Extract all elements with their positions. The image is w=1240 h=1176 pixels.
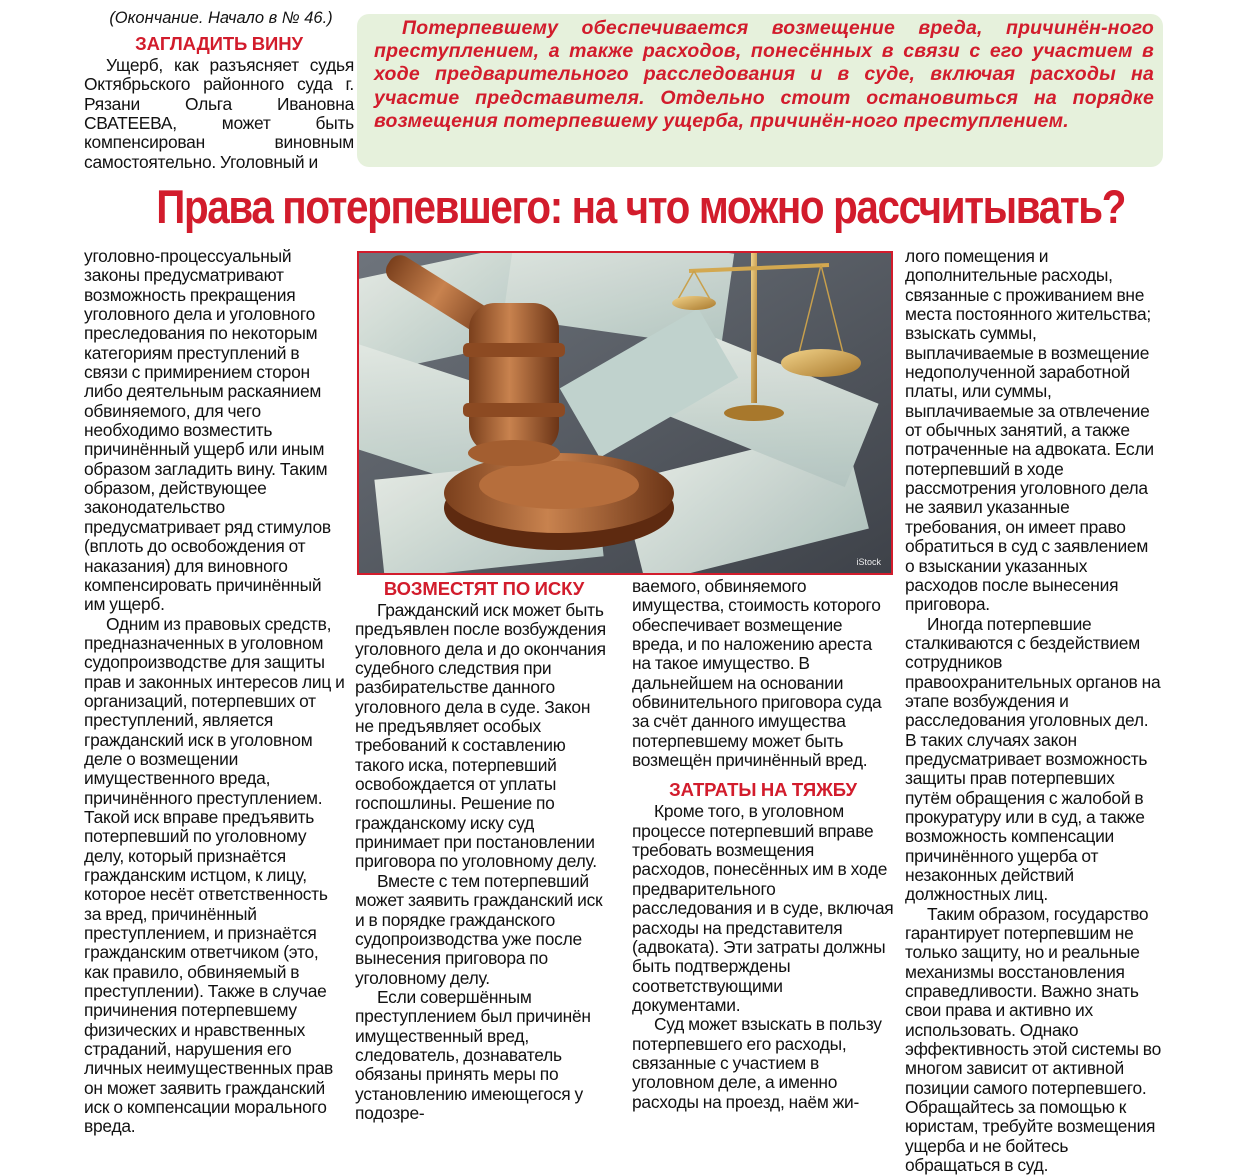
photo-credit: iStock: [856, 557, 881, 567]
continuation-note: (Окончание. Начало в № 46.): [109, 9, 333, 27]
gavel-illustration: [359, 253, 891, 573]
gavel-money-photo: [357, 251, 893, 575]
paragraph: Гражданский иск может быть предъявлен после возбуждения уголовного дела и до окончания судебного следствия при разбирательстве данного уголовного дела в суде. Закон не предъявляет особых требований к составлению такого иска, потерпевший освобождается от уплаты госпошлины. Решение по гражданскому иску суд принимает при постановлении приговора по уголовному делу.: [355, 600, 606, 872]
paragraph: лого помещения и дополнительные расходы, связанные с проживанием вне места постоянного жительства; взыскать суммы, выплачиваемые в возмещение недополученной заработной платы, или суммы, выплачиваемые за отвлечение от обычных занятий, а также потраченные на адвоката. Если потерпевший в ходе рассмотрения уголовного дела не заявил указанные требования, он имеет право обратиться в суд с заявлением о взыскании указанных расходов после вынесения приговора.: [905, 246, 1154, 615]
column-2: [355, 578, 613, 1123]
subheading-vozmestyat-po-isku: ВОЗМЕСТЯТ ПО ИСКУ: [383, 578, 585, 599]
paragraph: Ущерб, как разъясняет судья Октябрьского районного суда г. Рязани Ольга Ивановна СВАТЕЕВА, может быть компенсирован виновным самостоятельно. Уголовный и: [84, 55, 354, 172]
paragraph: Таким образом, государство гарантирует потерпевшим не только защиту, но и реальные механизмы восстановления справедливости. Важно знать свои права и активно их использовать. Однако эффективность этой системы во многом зависит от активной позиции самого потерпевшего. Обращайтесь за помощью к юристам, требуйте возмещения ущерба и не бойтесь обращаться в суд.: [905, 903, 1161, 1176]
intro-lead: Потерпевшему обеспечивается возмещение вреда, причинён-ного преступлением, а также расходов, понесённых в связи с его участием в ходе предварительного расследования и в суде, включая расходы на участие представителя. Отдельно стоит остановиться на порядке возмещения потерпевшему ущерба, причинён-ного преступлением.: [374, 17, 1154, 132]
paragraph: Суд может взыскать в пользу потерпевшего его расходы, связанные с участием в уголовном деле, а именно расходы на проезд, наём жи-: [632, 1014, 882, 1112]
paragraph: ваемого, обвиняемого имущества, стоимость которого обеспечивает возмещение вреда, и по наложению ареста на такое имущество. В дальнейшем на основании обвинительного приговора суда за счёт данного имущества потерпевшему может быть возмещён причинённый вред.: [632, 576, 882, 771]
subheading-zatraty-na-tyazhbu: ЗАТРАТЫ НА ТЯЖБУ: [669, 779, 857, 801]
column-3: [632, 577, 894, 1112]
paragraph: Иногда потерпевшие сталкиваются с бездействием сотрудников правоохранительных органов на этапе возбуждения и расследования уголовных дел. В таких случаях закон предусматривает возможность защиты прав потерпевших путём обращения с жалобой в прокуратуру или в суд, а также возможность компенсации причинённого ущерба от незаконных действий должностных лиц.: [905, 613, 1161, 905]
paragraph: Вместе с тем потерпевший может заявить гражданский иск и в порядке гражданского судопроизводства уже после вынесения приговора по уголовному делу.: [355, 870, 603, 988]
column-4: [905, 247, 1161, 1176]
subheading-zagladit-vinu: ЗАГЛАДИТЬ ВИНУ: [135, 33, 303, 54]
paragraph: уголовно-процессуальный законы предусматривают возможность прекращения уголовного дела и уголовного преследования по некоторым категориям преступлений в связи с примирением сторон либо деятельным раскаянием обвиняемого, для чего необходимо возместить причинённый ущерб или иным образом загладить вину. Таким образом, действующее законодательство предусматривает ряд стимулов (вплоть до освобождения от наказания) для виновного компенсировать причинённый им ущерб.: [84, 246, 331, 615]
column-1: [84, 247, 346, 1137]
column-top-left: [84, 33, 354, 172]
paragraph: Кроме того, в уголовном процессе потерпевший вправе требовать возмещения расходов, понесённых им в ходе предварительного расследования и в суде, включая расходы на представителя (адвоката). Эти затраты должны быть подтверждены соответствующими документами.: [632, 801, 894, 1015]
main-headline: Права потерпевшего: на что можно рассчитывать?: [156, 180, 1126, 233]
paragraph: Одним из правовых средств, предназначенных в уголовном судопроизводстве для защиты прав и законных интересов лиц и организаций, потерпевших от преступлений, является гражданский иск в уголовном деле о возмещении имущественного вреда, причинённого преступлением. Такой иск вправе предъявить потерпевший по уголовному делу, который признаётся гражданским истцом, к лицу, которое несёт ответственность за вред, причинённый преступлением, и признаётся гражданским ответчиком (это, как правило, обвиняемый в преступлении). Также в случае причинения потерпевшему физических и нравственных страданий, нарушения его личных неимущественных прав он может заявить гражданский иск о компенсации морального вреда.: [84, 613, 345, 1137]
paragraph: Если совершённым преступлением был причинён имущественный вред, следователь, дознаватель обязаны принять меры по установлению имеющегося у подозре-: [355, 986, 591, 1123]
